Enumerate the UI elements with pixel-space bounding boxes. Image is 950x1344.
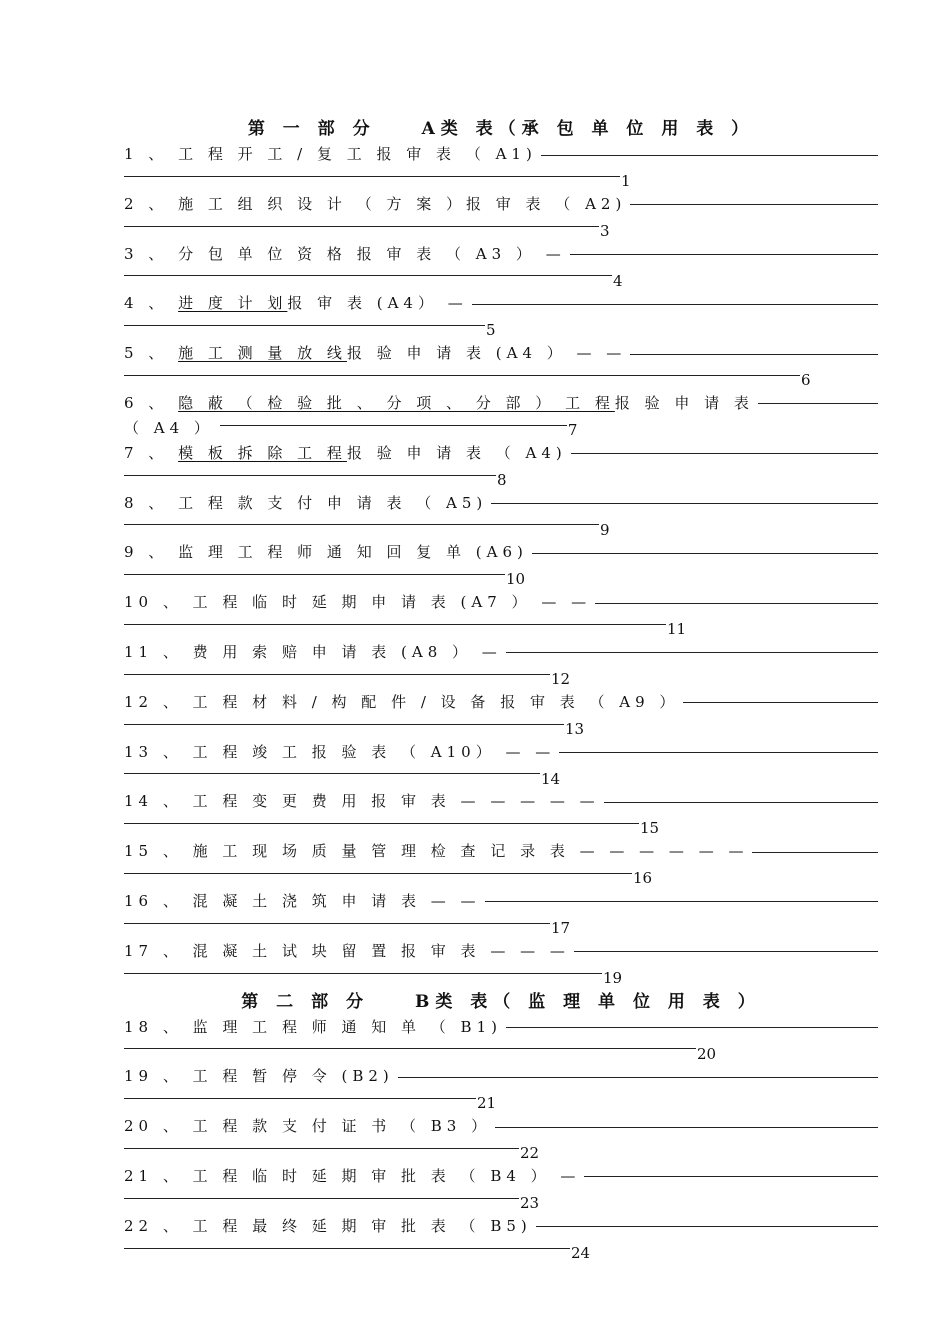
page-number: 16	[633, 869, 653, 888]
page-number: 15	[640, 819, 660, 838]
toc-entry[interactable]	[124, 1214, 878, 1264]
entry-label: 工 程 款 支 付 申 请 表 （ A5)	[178, 493, 488, 512]
page-number: 10	[506, 570, 526, 589]
entry-label-continued: （ A4 ）	[124, 418, 214, 437]
entry-number: 18 、	[124, 1017, 183, 1036]
entry-number: 20 、	[124, 1117, 183, 1136]
entry-number: 10 、	[124, 593, 183, 612]
entry-label: 分 包 单 位 资 格 报 审 表 （ A3 ） —	[178, 244, 566, 263]
entry-leader-line	[124, 765, 878, 790]
toc-entry[interactable]	[124, 590, 878, 640]
page-number: 3	[600, 221, 610, 240]
entry-title	[124, 590, 591, 615]
entry-number: 2 、	[124, 194, 169, 213]
entry-label-underlined: 模 板 拆 除 工 程	[178, 443, 347, 462]
entry-leader-line	[124, 914, 878, 939]
dot-leader	[472, 304, 878, 305]
entry-title	[124, 839, 748, 864]
entry-label: 工 程 临 时 延 期 审 批 表 （ B4 ） —	[192, 1166, 581, 1185]
entry-number: 15 、	[124, 842, 183, 861]
entry-title-line	[124, 391, 878, 416]
entry-number: 14 、	[124, 792, 183, 811]
entry-label: 工 程 最 终 延 期 审 批 表 （ B5)	[192, 1216, 532, 1235]
toc-entry[interactable]	[124, 640, 878, 690]
toc-entry[interactable]	[124, 889, 878, 939]
entry-title	[124, 441, 567, 466]
entry-leader-line	[124, 416, 878, 441]
entry-label: 监 理 工 程 师 通 知 单 （ B1)	[192, 1017, 502, 1036]
entry-title	[124, 1015, 502, 1040]
entry-leader-line	[124, 316, 878, 341]
entry-title-line	[124, 242, 878, 267]
dot-leader	[124, 973, 602, 974]
entry-label: 施 工 组 织 设 计 （ 方 案 ）报 审 表 （ A2)	[178, 194, 627, 213]
entry-title-line	[124, 1015, 878, 1040]
entry-leader-line	[124, 1089, 878, 1114]
entry-leader-line	[124, 1040, 878, 1065]
entry-label: 混 凝 土 试 块 留 置 报 审 表 — — —	[192, 941, 570, 960]
entry-leader-line	[124, 615, 878, 640]
page-number: 24	[571, 1243, 591, 1262]
entry-title-line	[124, 291, 878, 316]
toc-entry[interactable]	[124, 1114, 878, 1164]
entry-leader-line	[124, 466, 878, 491]
toc-entry[interactable]	[124, 1064, 878, 1114]
entry-label-underlined: 施 工 测 量 放 线	[178, 344, 347, 363]
dot-leader	[604, 802, 878, 803]
entry-number: 9 、	[124, 543, 169, 562]
dot-leader	[506, 1027, 878, 1028]
entry-leader-line	[124, 864, 878, 889]
dot-leader	[124, 275, 612, 276]
entry-title	[124, 291, 468, 316]
entry-title	[124, 391, 754, 416]
dot-leader	[124, 1098, 476, 1099]
dot-leader	[124, 524, 599, 525]
entry-leader-line	[124, 814, 878, 839]
page-number: 1	[621, 172, 631, 190]
entry-title-line	[124, 1114, 878, 1139]
entry-number: 22 、	[124, 1216, 183, 1235]
dot-leader	[124, 176, 620, 177]
entry-title-line	[124, 839, 878, 864]
dot-leader	[124, 923, 550, 924]
entry-number: 7 、	[124, 443, 169, 462]
entry-number: 19 、	[124, 1067, 183, 1086]
entry-label-suffix: 报 审 表 (A4） —	[287, 294, 468, 313]
entry-title	[124, 1214, 532, 1239]
entry-number: 6 、	[124, 393, 169, 412]
entry-title-line	[124, 1164, 878, 1189]
toc-entry[interactable]	[124, 540, 878, 590]
entry-title-line	[124, 341, 878, 366]
dot-leader	[124, 1048, 696, 1049]
entry-title-line	[124, 441, 878, 466]
entry-title-line	[124, 491, 878, 516]
dot-leader	[752, 852, 878, 853]
entry-leader-line	[124, 565, 878, 590]
page-number: 6	[801, 371, 811, 390]
page-number: 20	[697, 1044, 717, 1063]
dot-leader	[124, 475, 496, 476]
dot-leader	[491, 503, 878, 504]
dot-leader	[124, 1248, 570, 1249]
entry-title-line	[124, 192, 878, 217]
entry-label: 工 程 材 料 / 构 配 件 / 设 备 报 审 表 （ A9 ）	[192, 692, 680, 711]
toc-entry[interactable]	[124, 690, 878, 740]
dot-leader	[595, 603, 878, 604]
dot-leader	[495, 1127, 878, 1128]
entry-title	[124, 690, 679, 715]
entry-label: 工 程 变 更 费 用 报 审 表 — — — — —	[192, 792, 600, 811]
entry-number: 1 、	[124, 145, 169, 163]
entry-number: 21 、	[124, 1166, 183, 1185]
dot-leader	[630, 204, 878, 205]
entry-title	[124, 540, 528, 565]
dot-leader	[570, 254, 878, 255]
dot-leader	[124, 773, 540, 774]
entry-title	[124, 142, 537, 167]
entry-leader-line	[124, 366, 878, 391]
page-number: 7	[567, 420, 578, 439]
entry-number: 5 、	[124, 344, 169, 363]
entry-title	[124, 1064, 394, 1089]
dot-leader	[541, 155, 878, 156]
entry-title-line	[124, 789, 878, 814]
entry-label: 工 程 竣 工 报 验 表 （ A10） — —	[192, 742, 556, 761]
entry-title	[124, 341, 626, 366]
page-number: 19	[603, 968, 623, 987]
entry-title-line	[124, 1064, 878, 1089]
dot-leader	[506, 652, 878, 653]
entry-label-suffix: 报 验 申 请 表 （ A4)	[346, 443, 567, 462]
entry-label: 工 程 开 工 / 复 工 报 审 表 （ A1)	[178, 145, 537, 163]
toc-entry[interactable]	[124, 839, 878, 889]
entry-label: 工 程 款 支 付 证 书 （ B3 ）	[192, 1117, 492, 1136]
entry-title	[124, 242, 566, 267]
entry-leader-line	[124, 516, 878, 541]
entry-title-line	[124, 640, 878, 665]
toc-entry[interactable]	[124, 789, 878, 839]
entry-leader-line	[124, 964, 878, 989]
dot-leader	[683, 702, 878, 703]
entry-title-line	[124, 939, 878, 964]
entry-leader-line	[124, 267, 878, 292]
entry-title	[124, 789, 600, 814]
entry-leader-line	[124, 1239, 878, 1264]
entry-leader-line	[124, 1139, 878, 1164]
entry-title-line	[124, 690, 878, 715]
dot-leader	[559, 752, 878, 753]
dot-leader	[124, 823, 639, 824]
entry-number: 4 、	[124, 294, 169, 313]
entry-title	[124, 1114, 491, 1139]
dot-leader	[124, 325, 485, 326]
toc-entry[interactable]	[124, 142, 878, 192]
dot-leader	[124, 375, 800, 376]
toc-entry[interactable]	[124, 1164, 878, 1214]
entry-title-line	[124, 1214, 878, 1239]
toc-entry[interactable]	[124, 491, 878, 541]
entry-label: 费 用 索 赔 申 请 表 (A8 ） —	[192, 642, 502, 661]
dot-leader	[536, 1226, 878, 1227]
toc-entry[interactable]	[124, 1015, 878, 1065]
page-number: 5	[486, 321, 496, 340]
entry-title-line	[124, 540, 878, 565]
dot-leader	[124, 226, 599, 227]
page-number: 14	[541, 769, 561, 788]
section-title: 第 一 部 分 A类 表（承 包 单 位 用 表 ）	[247, 119, 755, 139]
entry-title-line	[124, 889, 878, 914]
dot-leader	[398, 1077, 878, 1078]
entry-title	[124, 939, 570, 964]
dot-leader	[758, 403, 878, 404]
dot-leader	[485, 901, 878, 902]
entry-label-suffix: 报 验 申 请 表	[614, 393, 754, 412]
entry-number: 3 、	[124, 244, 169, 263]
page-number: 22	[520, 1144, 540, 1163]
entry-label: 施 工 现 场 质 量 管 理 检 查 记 录 表 — — — — — —	[192, 842, 749, 861]
dot-leader	[220, 425, 567, 426]
entry-leader-line	[124, 217, 878, 242]
entry-title	[124, 491, 487, 516]
toc-entry[interactable]	[124, 391, 878, 441]
entry-label: 混 凝 土 浇 筑 申 请 表 — —	[192, 891, 481, 910]
dot-leader	[532, 553, 878, 554]
page-number: 8	[497, 470, 507, 489]
page-number: 13	[565, 719, 585, 738]
entry-leader-line	[124, 167, 878, 192]
entry-title-line	[124, 142, 878, 167]
entry-number: 8 、	[124, 493, 169, 512]
entry-label: 工 程 临 时 延 期 申 请 表 (A7 ） — —	[192, 593, 592, 612]
page-number: 4	[613, 271, 623, 290]
entry-title	[124, 889, 481, 914]
page-number: 17	[551, 918, 571, 937]
entry-leader-line	[124, 1189, 878, 1214]
entry-title-line	[124, 740, 878, 765]
entry-number: 11 、	[124, 642, 183, 661]
dot-leader	[124, 1148, 519, 1149]
dot-leader	[124, 674, 550, 675]
dot-leader	[124, 1198, 519, 1199]
toc-entry[interactable]	[124, 291, 878, 341]
entry-label: 工 程 暂 停 令 (B2)	[192, 1067, 394, 1086]
table-of-contents	[124, 116, 878, 1264]
toc-entry[interactable]	[124, 242, 878, 292]
dot-leader	[124, 724, 564, 725]
toc-entry[interactable]	[124, 341, 878, 391]
page-number: 9	[600, 520, 610, 539]
entry-title	[124, 1164, 580, 1189]
entry-title-line	[124, 590, 878, 615]
page-number: 23	[520, 1193, 540, 1212]
entry-number: 13 、	[124, 742, 183, 761]
dot-leader	[584, 1176, 878, 1177]
dot-leader	[124, 873, 632, 874]
page-number: 12	[551, 669, 571, 688]
entry-label: 监 理 工 程 师 通 知 回 复 单 (A6)	[178, 543, 528, 562]
toc-entry[interactable]	[124, 740, 878, 790]
page-number: 21	[477, 1094, 497, 1113]
dot-leader	[124, 624, 666, 625]
dot-leader	[630, 354, 878, 355]
toc-entry[interactable]	[124, 192, 878, 242]
page-number: 11	[667, 620, 687, 639]
entry-leader-line	[124, 665, 878, 690]
dot-leader	[574, 951, 878, 952]
entry-label-underlined: 隐 蔽 （ 检 验 批 、 分 项 、 分 部 ） 工 程	[178, 393, 615, 412]
section-title: 第 二 部 分 B类 表（ 监 理 单 位 用 表 ）	[241, 991, 761, 1012]
dot-leader	[124, 574, 505, 575]
dot-leader	[571, 453, 878, 454]
entry-title	[124, 640, 502, 665]
entry-title	[124, 192, 626, 217]
entry-leader-line	[124, 715, 878, 740]
entry-number: 17 、	[124, 941, 183, 960]
entry-label-suffix: 报 验 申 请 表 (A4 ） — —	[346, 344, 627, 363]
entry-number: 12 、	[124, 692, 183, 711]
entry-number: 16 、	[124, 891, 183, 910]
toc-entry[interactable]	[124, 939, 878, 989]
entry-label-underlined: 进 度 计 划	[178, 294, 288, 313]
toc-entry[interactable]	[124, 441, 878, 491]
entry-title	[124, 740, 555, 765]
